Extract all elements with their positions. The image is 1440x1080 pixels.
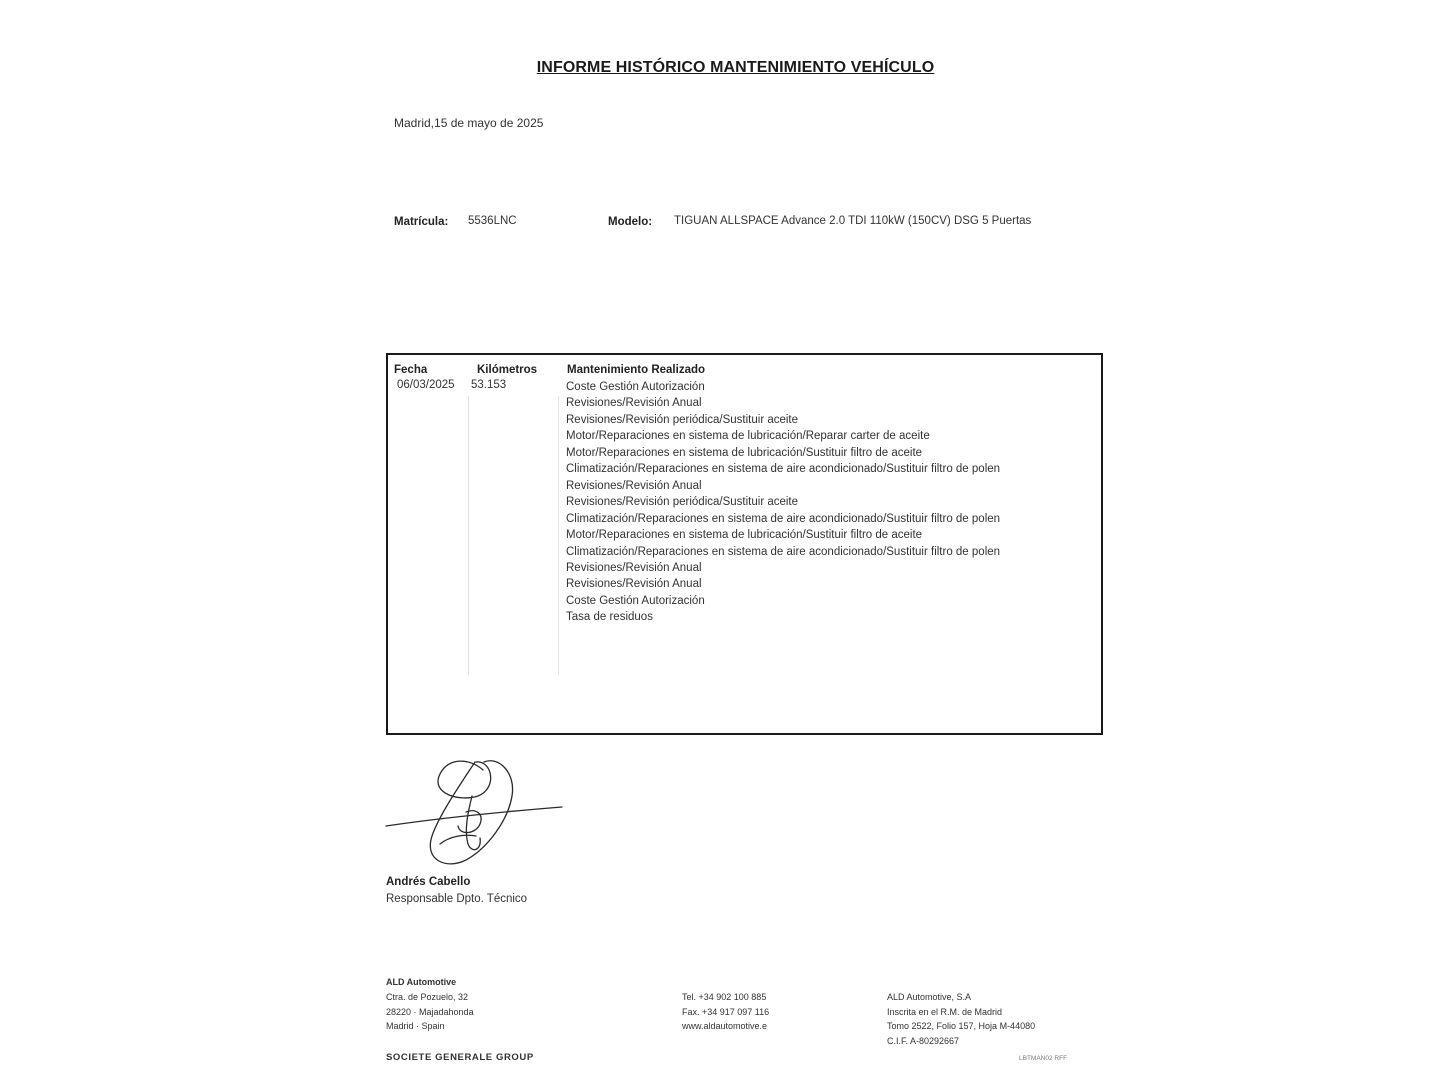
- column-divider: [558, 396, 559, 675]
- signatory-name: Andrés Cabello: [386, 876, 471, 888]
- page-title: INFORME HISTÓRICO MANTENIMIENTO VEHÍCULO: [536, 59, 935, 76]
- header-date: Fecha: [394, 364, 428, 376]
- list-item: Revisiones/Revisión Anual: [566, 397, 702, 410]
- footer-contact: Tel. +34 902 100 885 Fax. +34 917 097 116 www.aldautomotive.e: [682, 992, 770, 1031]
- list-item: Tasa de residuos: [566, 611, 653, 624]
- signature-image: [380, 752, 570, 874]
- list-item: Coste Gestión Autorización: [566, 594, 705, 607]
- row-date: 06/03/2025: [397, 379, 455, 391]
- plate-value: 5536LNC: [468, 215, 517, 227]
- list-item: Revisiones/Revisión periódica/Sustituir aceite: [566, 496, 799, 509]
- list-item: Revisiones/Revisión Anual: [566, 479, 702, 492]
- footer-address: Ctra. de Pozuelo, 32 28220 · Majadahonda Madrid · Spain: [386, 992, 474, 1031]
- place-date: Madrid,15 de mayo de 2025: [394, 116, 544, 130]
- list-item: Revisiones/Revisión Anual: [566, 578, 702, 591]
- header-maintenance: Mantenimiento Realizado: [567, 364, 706, 376]
- maintenance-list: [566, 379, 1036, 626]
- footer-company: ALD Automotive: [386, 977, 457, 987]
- list-item: Motor/Reparaciones en sistema de lubricación/Sustituir filtro de aceite: [566, 529, 923, 542]
- list-item: Climatización/Reparaciones en sistema de aire acondicionado/Sustituir filtro de polen: [566, 545, 1001, 558]
- list-item: Climatización/Reparaciones en sistema de aire acondicionado/Sustituir filtro de polen: [566, 463, 1001, 476]
- model-label: Modelo:: [608, 216, 653, 228]
- model-value: TIGUAN ALLSPACE Advance 2.0 TDI 110kW (150CV) DSG 5 Puertas: [674, 215, 1032, 227]
- row-km: 53.153: [471, 379, 507, 391]
- list-item: Motor/Reparaciones en sistema de lubricación/Sustituir filtro de aceite: [566, 446, 923, 459]
- column-divider: [468, 396, 469, 675]
- list-item: Climatización/Reparaciones en sistema de aire acondicionado/Sustituir filtro de polen: [566, 512, 1001, 525]
- footer-legal: ALD Automotive, S.A Inscrita en el R.M. de Madrid Tomo 2522, Folio 157, Hoja M-44080 C.I.F. A-80292667: [887, 992, 1036, 1046]
- group-name: SOCIETE GENERALE GROUP: [386, 1052, 534, 1063]
- plate-label: Matrícula:: [394, 216, 449, 228]
- list-item: Revisiones/Revisión periódica/Sustituir aceite: [566, 413, 799, 426]
- signatory-role: Responsable Dpto. Técnico: [386, 893, 528, 905]
- document-reference: LBTMAN02 RFF: [1019, 1055, 1068, 1062]
- header-km: Kilómetros: [477, 364, 538, 376]
- list-item: Revisiones/Revisión Anual: [566, 561, 702, 574]
- list-item: Motor/Reparaciones en sistema de lubricación/Reparar carter de aceite: [566, 430, 930, 443]
- list-item: Coste Gestión Autorización: [566, 381, 705, 393]
